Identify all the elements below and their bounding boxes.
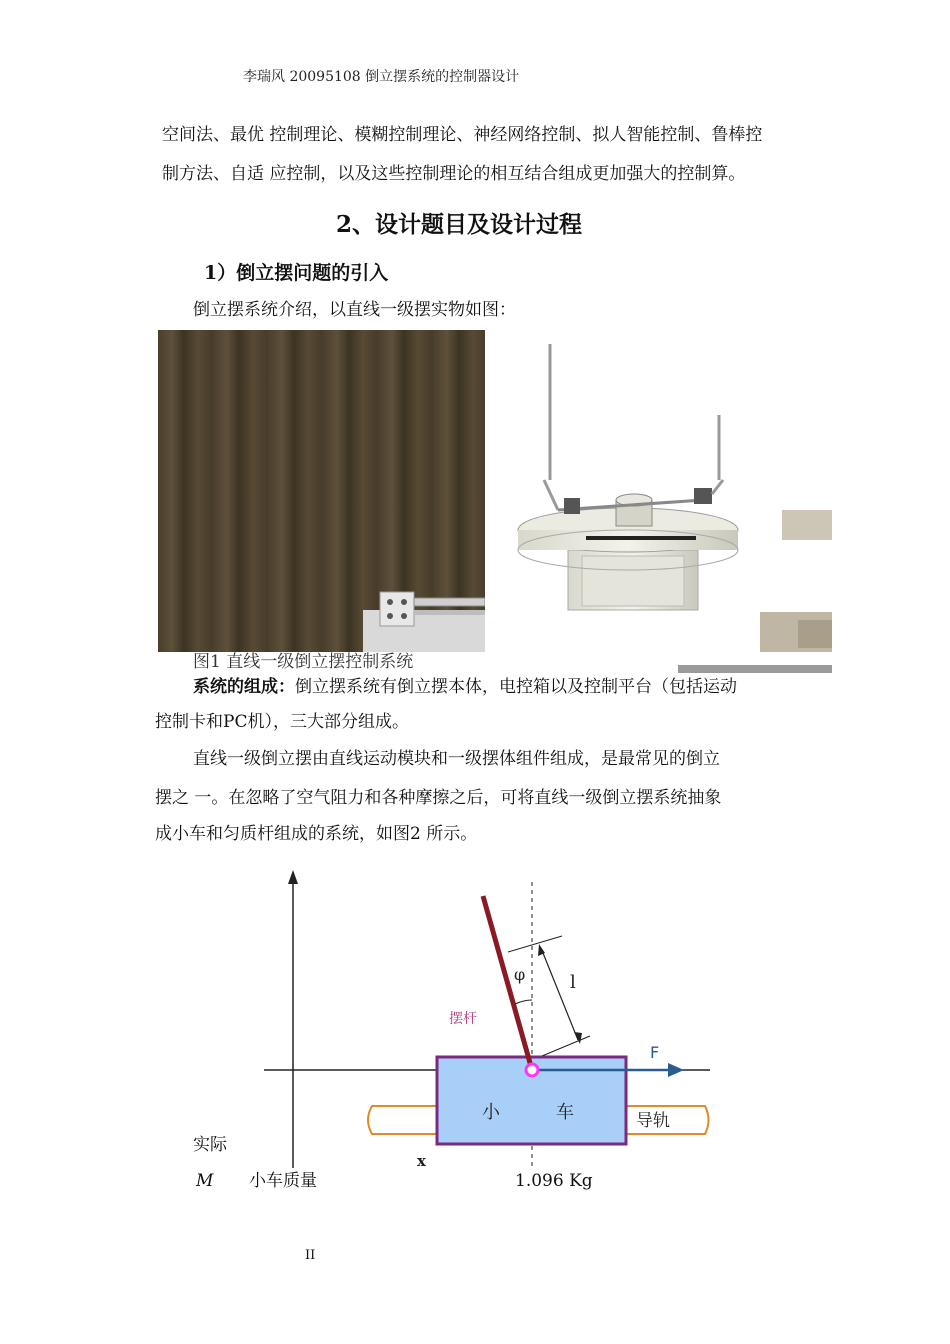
- photo-right-detail: [498, 330, 832, 678]
- page-number: II: [305, 1248, 316, 1263]
- intro-line: 制方法、自适 应控制，以及这些控制理论的相互结合组成更加强大的控制算。: [162, 164, 746, 184]
- length-tick-top: [508, 936, 562, 952]
- length-tick-bottom: [542, 1036, 590, 1056]
- section-heading: 2、设计题目及设计过程: [336, 211, 583, 238]
- composition-label: 系统的组成：: [193, 677, 295, 697]
- composition-text: 倒立摆系统有倒立摆本体，电控箱以及控制平台（包括运动: [295, 677, 737, 697]
- length-label: l: [570, 972, 576, 993]
- body-line: 摆之 一。在忽略了空气阻力和各种摩擦之后，可将直线一级倒立摆系统抽象: [155, 788, 722, 808]
- length-dimension-line: [541, 948, 578, 1040]
- table-heading: 实际: [193, 1135, 227, 1155]
- cart-label-left: 小: [482, 1102, 500, 1123]
- body-line: 成小车和匀质杆组成的系统，如图2 所示。: [155, 824, 478, 844]
- photo-intro-text: 倒立摆系统介绍，以直线一级摆实物如图：: [193, 300, 516, 320]
- composition-line-1: [193, 671, 737, 703]
- phi-label: φ: [514, 965, 526, 984]
- angle-arc: [515, 1000, 532, 1004]
- pivot-joint: [526, 1064, 538, 1076]
- y-axis-arrow: [288, 870, 298, 884]
- photo-left-detail: [158, 330, 485, 652]
- subsection-heading: 1）倒立摆问题的引入: [204, 262, 389, 284]
- cart-label-right: 车: [556, 1102, 574, 1123]
- param-symbol: M: [196, 1171, 214, 1191]
- running-header: 李瑞风 20095108 倒立摆系统的控制器设计: [243, 69, 520, 85]
- rod-label: 摆杆: [449, 1011, 477, 1027]
- param-value: 1.096 Kg: [515, 1171, 593, 1191]
- body-line: 直线一级倒立摆由直线运动模块和一级摆体组件组成，是最常见的倒立: [193, 749, 720, 769]
- force-label: F: [650, 1043, 660, 1062]
- cart-pendulum-diagram: [0, 860, 950, 1190]
- composition-line-2: 控制卡和PC机），三大部分组成。: [155, 712, 409, 732]
- rail-label: 导轨: [636, 1111, 670, 1131]
- inverted-pendulum-photo-right: [498, 330, 832, 678]
- param-name: 小车质量: [249, 1171, 317, 1191]
- figure1-caption: 图1 直线一级倒立摆控制系统: [193, 652, 414, 672]
- x-label: x: [417, 1152, 426, 1170]
- inverted-pendulum-photo-left: [158, 330, 485, 652]
- force-arrow-head: [668, 1063, 684, 1077]
- intro-line: 空间法、最优 控制理论、模糊控制理论、神经网络控制、拟人智能控制、鲁棒控: [162, 125, 763, 145]
